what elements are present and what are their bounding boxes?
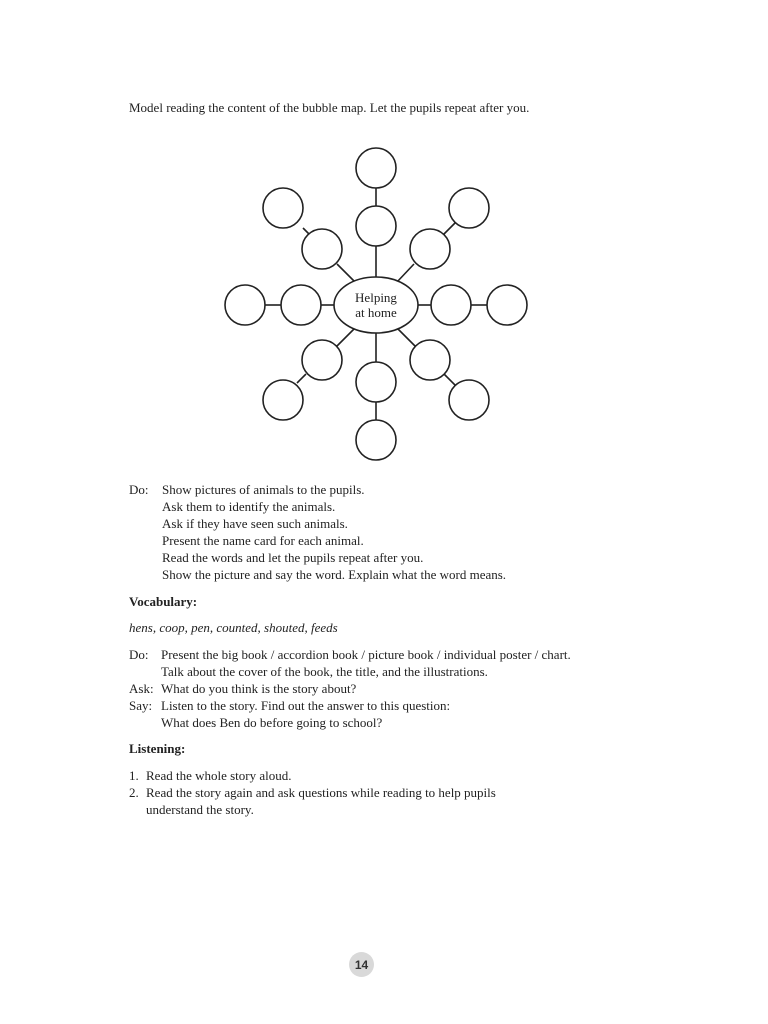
list-number: 1.	[129, 768, 139, 783]
list-text: Read the story again and ask questions while reading to help pupils	[146, 785, 496, 800]
connector	[337, 264, 355, 282]
list-number: 2.	[129, 785, 139, 800]
listening-list	[129, 767, 496, 818]
center-label-line2: at home	[355, 305, 397, 320]
instruction-row	[129, 680, 571, 697]
vocabulary-words: hens, coop, pen, counted, shouted, feeds	[129, 620, 338, 635]
instruction-label	[129, 714, 161, 731]
instruction-row	[129, 646, 571, 663]
bubble-inner-top-right	[410, 229, 450, 269]
list-item	[129, 784, 496, 801]
instruction-row	[129, 697, 571, 714]
bubble-outer-top-right	[449, 188, 489, 228]
bubble-inner-right	[431, 285, 471, 325]
do-row	[129, 566, 506, 583]
instruction-label	[129, 663, 161, 680]
instruction-text: Listen to the story. Find out the answer to this question:	[161, 698, 451, 713]
instructions-block	[129, 646, 571, 731]
connector	[297, 374, 306, 383]
bubble-inner-bottom-left	[302, 340, 342, 380]
list-item	[129, 767, 496, 784]
bubble-inner-top	[356, 206, 396, 246]
vocabulary-heading: Vocabulary:	[129, 594, 198, 609]
bubble-outer-bottom-right	[449, 380, 489, 420]
do-row	[129, 549, 506, 566]
do-row	[129, 498, 506, 515]
do-line: Ask them to identify the animals.	[162, 499, 336, 514]
instruction-label: Do:	[129, 647, 149, 662]
instruction-text: What does Ben do before going to school?	[161, 715, 383, 730]
instruction-row	[129, 663, 571, 680]
do-line: Show pictures of animals to the pupils.	[162, 482, 365, 497]
do-line: Show the picture and say the word. Explain what the word means.	[162, 567, 507, 582]
list-text: Read the whole story aloud.	[146, 768, 292, 783]
do-row	[129, 532, 506, 549]
bubble-inner-bottom-right	[410, 340, 450, 380]
instruction-text: Talk about the cover of the book, the title, and the illustrations.	[161, 664, 488, 679]
do-row	[129, 481, 506, 498]
instruction-row	[129, 714, 571, 731]
connector	[397, 328, 415, 346]
do-line: Present the name card for each animal.	[162, 533, 364, 548]
bubble-outer-bottom-left	[263, 380, 303, 420]
bubble-outer-top-left	[263, 188, 303, 228]
list-item	[129, 801, 496, 818]
instruction-label: Say:	[129, 698, 153, 713]
bubble-inner-bottom	[356, 362, 396, 402]
bubble-inner-left	[281, 285, 321, 325]
page-number: 14	[349, 952, 374, 977]
bubble-inner-top-left	[302, 229, 342, 269]
bubble-outer-right	[487, 285, 527, 325]
instruction-text: Present the big book / accordion book / picture book / individual poster / chart.	[161, 647, 571, 662]
bubble-outer-top	[356, 148, 396, 188]
center-label-line1: Helping	[355, 290, 397, 305]
do-label: Do:	[129, 482, 149, 497]
instruction-label: Ask:	[129, 681, 154, 696]
bubble-outer-left	[225, 285, 265, 325]
intro-text: Model reading the content of the bubble map. Let the pupils repeat after you.	[129, 100, 530, 115]
connector	[444, 223, 455, 234]
list-number	[129, 801, 146, 818]
connector	[337, 328, 355, 346]
connector	[397, 264, 414, 282]
do-block	[129, 481, 506, 583]
connector	[444, 374, 455, 385]
instruction-text: What do you think is the story about?	[161, 681, 357, 696]
listening-heading: Listening:	[129, 741, 186, 756]
do-row	[129, 515, 506, 532]
list-text: understand the story.	[146, 802, 254, 817]
do-line: Ask if they have seen such animals.	[162, 516, 348, 531]
do-line: Read the words and let the pupils repeat after you.	[162, 550, 424, 565]
bubble-outer-bottom	[356, 420, 396, 460]
